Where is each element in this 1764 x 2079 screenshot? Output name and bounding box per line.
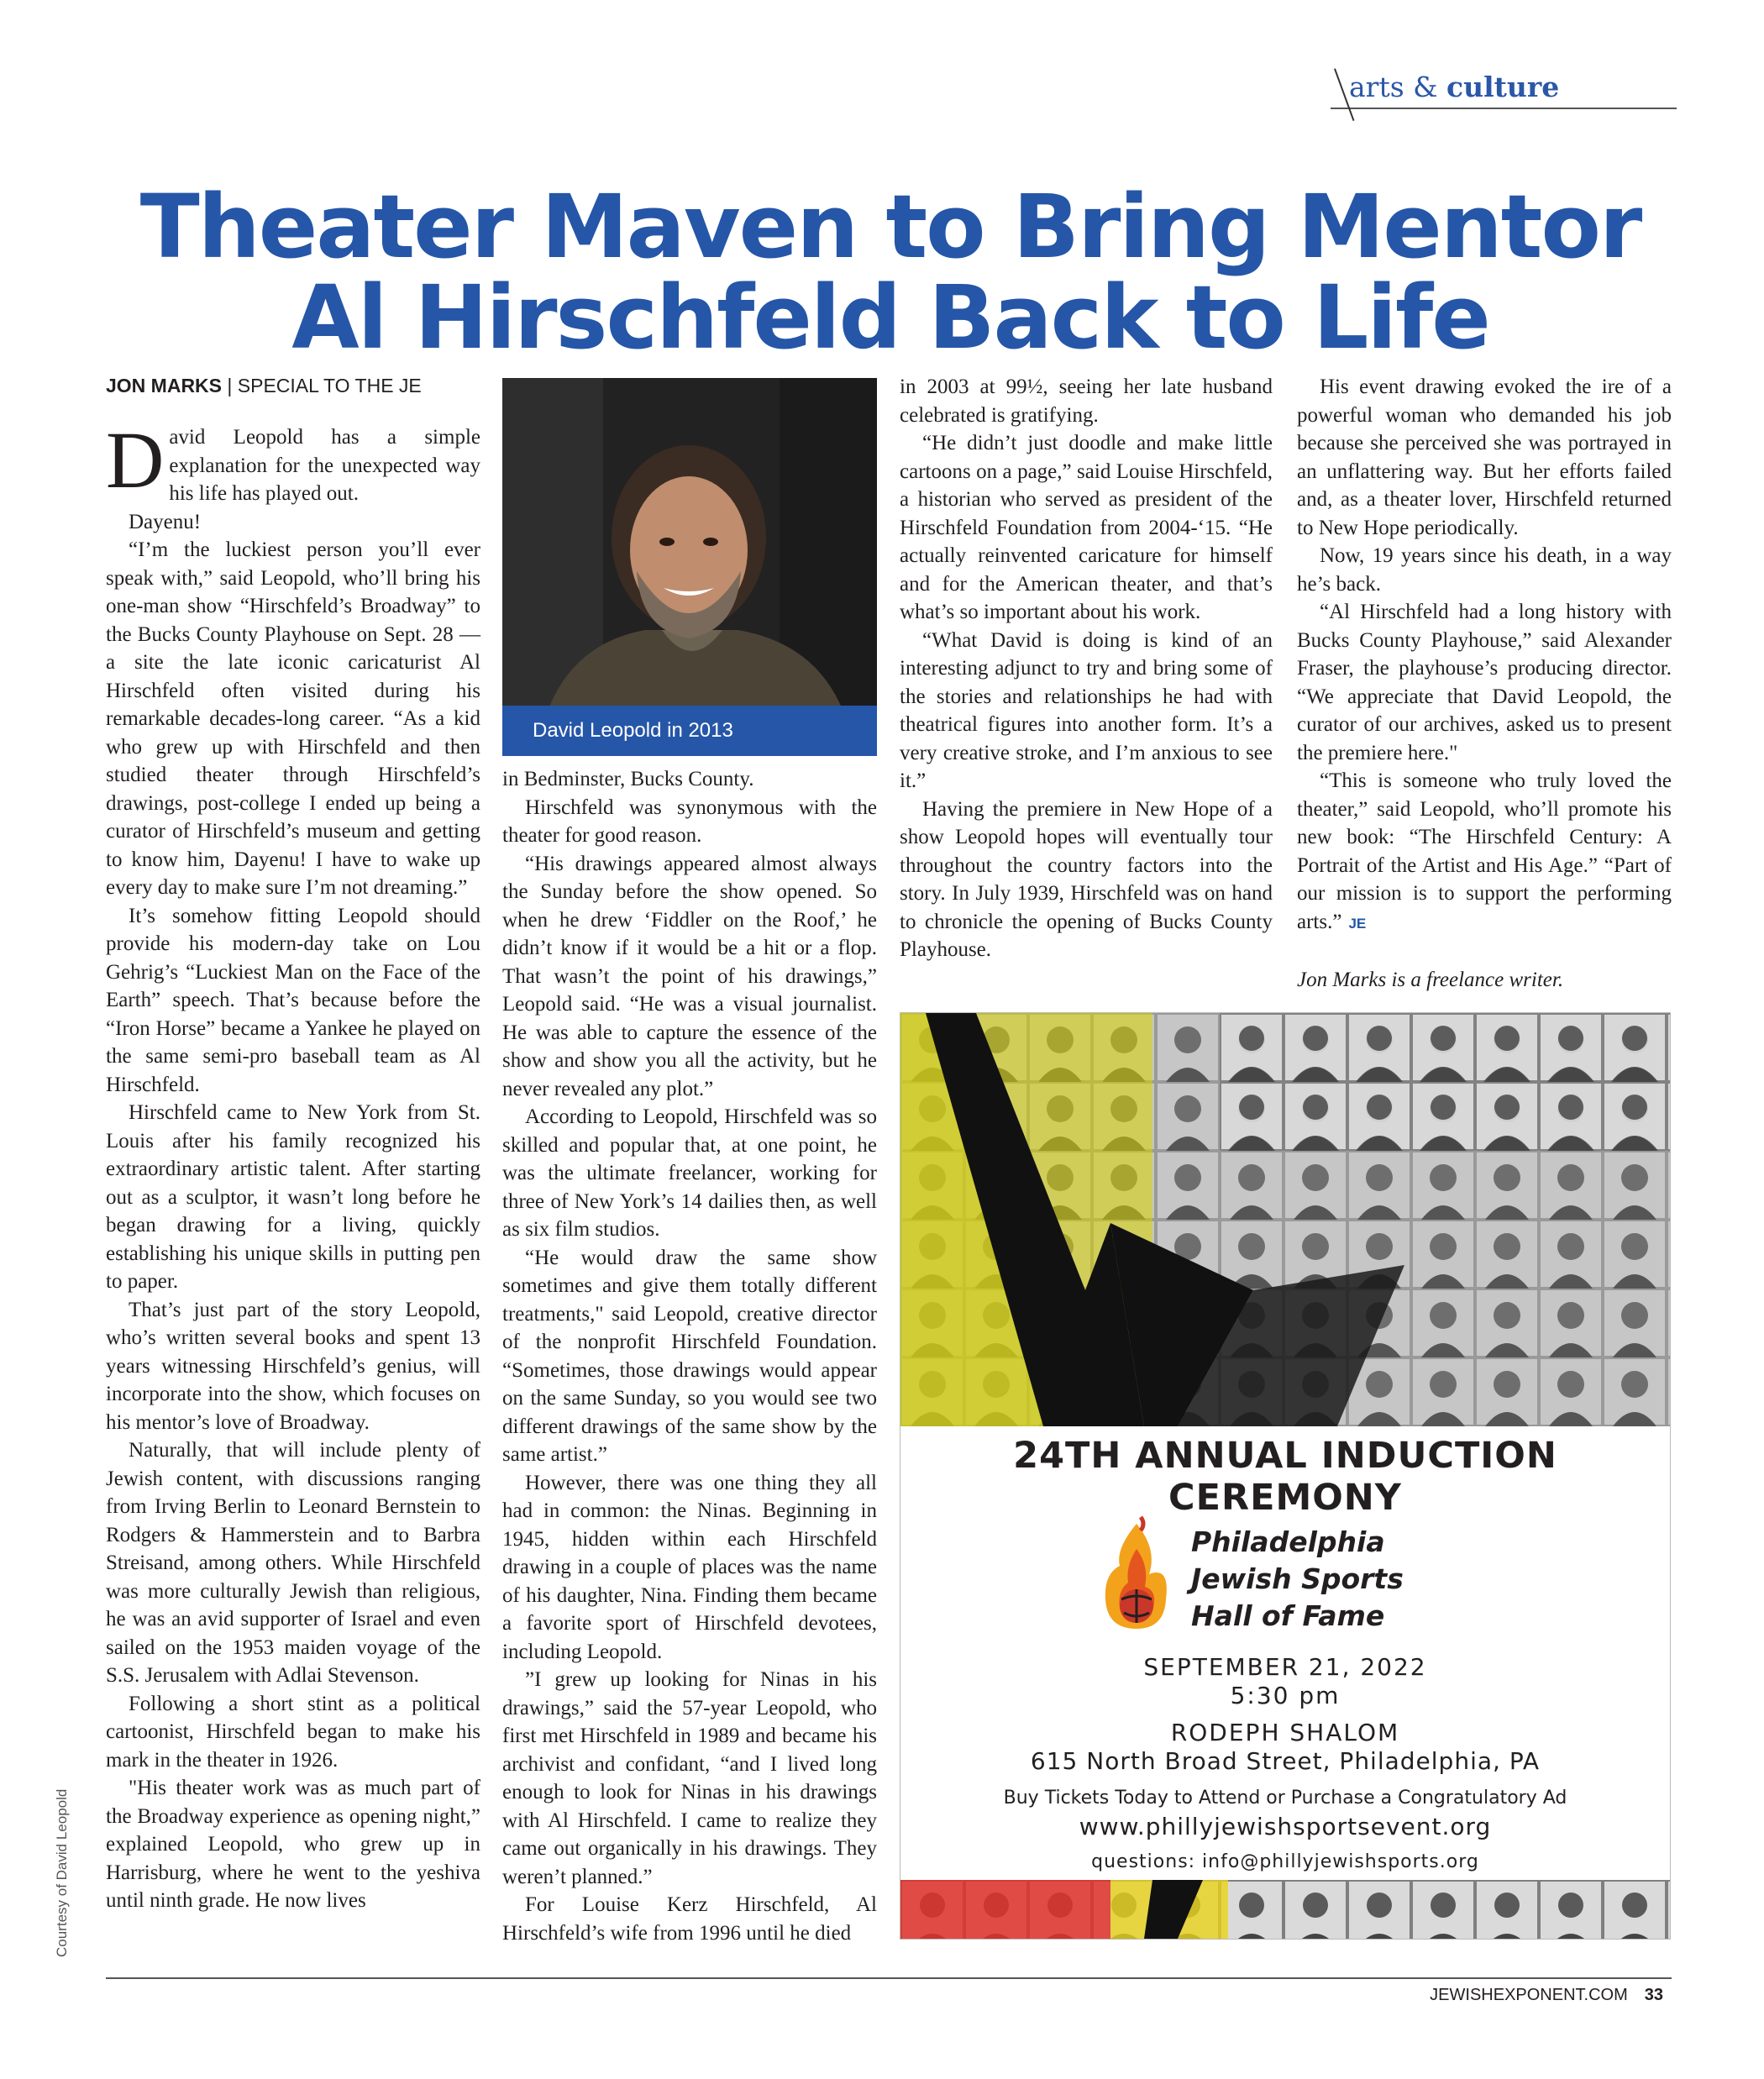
article-paragraph: Naturally, that will include plenty of Jewish content, with discussions ranging from Irving Berlin to Leonard Bernstein to Rodgers & Hammerstein and to Barbra Streisand, among others. While Hirschfeld was more culturally Jewish than religious, he was an avid supporter of Israel and even sailed on the 1953 maiden voyage of the S.S. Jerusalem with Adlai Stevenson. bbox=[106, 1439, 480, 1687]
article-paragraph: Having the premiere in New Hope of a show Leopold hopes will eventually tour throughout the country factors into the story. In July 1939, Hirschfeld was on hand to chronicle the opening of Bucks County Playhouse. bbox=[900, 797, 1273, 961]
page-footer bbox=[1430, 1986, 1663, 2005]
article-paragraph: “I’m the luckiest person you’ll ever speak with,” said Leopold, who’ll bring his one-man show “Hirschfeld’s Broadway” to the Bucks County Playhouse on Sept. 28 — a site the late iconic caricaturist Al Hirschfeld often visited during his remarkable decades-long career. “As a kid who grew up with Hirschfeld and then studied theater through Hirschfeld’s drawings, post-college I ended up being a curator of Hirschfeld’s museum and getting to know him, Dayenu! I have to wake up every day to make sure I’m not dreaming.” bbox=[106, 538, 480, 899]
photo-credit: Courtesy of David Leopold bbox=[54, 1788, 70, 1957]
article-column-4 bbox=[1297, 373, 1672, 995]
headline-line-2: Al Hirschfeld Back to Life bbox=[291, 266, 1489, 369]
ad-org-line: Jewish Sports bbox=[1191, 1562, 1404, 1595]
ad-contact-email[interactable]: questions: info@phillyjewishsports.org bbox=[1091, 1851, 1479, 1872]
ad-buy-tickets: Buy Tickets Today to Attend or Purchase a Congratulatory Ad bbox=[1003, 1788, 1567, 1809]
ad-website-link[interactable]: www.phillyjewishsportsevent.org bbox=[1079, 1813, 1492, 1840]
article-paragraph: “What David is doing is kind of an interesting adjunct to try and bring some of the stories and relationships he had with theatrical figures into another form. It’s a very creative stroke, and I’m anxious to see it.” bbox=[900, 628, 1273, 792]
article-paragraph: in 2003 at 99½, seeing her late husband celebrated is gratifying. bbox=[900, 375, 1273, 427]
end-mark: JE bbox=[1348, 915, 1367, 932]
portrait-illustration bbox=[502, 378, 877, 756]
advertisement[interactable] bbox=[900, 1012, 1671, 1940]
footer-site: JEWISHEXPONENT.COM bbox=[1430, 1986, 1628, 2004]
article-column-3 bbox=[900, 373, 1273, 964]
article-paragraph: Hirschfeld came to New York from St. Louis after his family recognized his extraordinary artistic talent. After starting out as a sculptor, it wasn’t long before he began drawing for a living, quickly establishing his unique skills in putting pen to paper. bbox=[106, 1101, 480, 1293]
article-paragraph: ”I grew up looking for Ninas in his drawings,” said the 57-year Leopold, who first met Hirschfeld in 1989 and became his archivist and confidant, “and I lived long enough to look for Ninas in his drawings with Al Hirschfeld. I came to realize they came out organically in his drawings. They weren’t planned.” bbox=[502, 1668, 877, 1888]
ad-date: SEPTEMBER 21, 2022 bbox=[1143, 1653, 1427, 1681]
article-column-2 bbox=[502, 765, 877, 1947]
article-paragraph: However, there was one thing they all had in common: the Ninas. Beginning in 1945, hidden within each Hirschfeld drawing in a couple of places was the name of his daughter, Nina. Finding them became a favorite sport of Hirschfeld devotees, including Leopold. bbox=[502, 1471, 877, 1663]
article-paragraph: According to Leopold, Hirschfeld was so skilled and popular that, at one point, he was the ultimate freelancer, working for three of New York’s 14 dailies then, as well as six film studios. bbox=[502, 1105, 877, 1241]
article-paragraph: David Leopold has a simple explanation for the unexpected way his life has played out. bbox=[106, 415, 480, 505]
article-column-1 bbox=[106, 415, 480, 1915]
ad-bottom-strip bbox=[900, 1880, 1670, 1939]
ad-org-line: Philadelphia bbox=[1191, 1525, 1385, 1558]
ad-photo-collage bbox=[900, 1013, 1670, 1426]
ad-address: 615 North Broad Street, Philadelphia, PA bbox=[1030, 1747, 1541, 1775]
article-paragraph: For Louise Kerz Hirschfeld, Al Hirschfeld’s wife from 1996 until he died bbox=[502, 1893, 877, 1945]
article-paragraph: “His drawings appeared almost always the Sunday before the show opened. So when he drew ‘Fiddler on the Roof,’ he didn’t know if it would be a hit or a flop. That wasn’t the point of his drawings,” Leopold said. “He was a visual journalist. He was able to capture the essence of the show and show you all the activity, but he never revealed any plot.” bbox=[502, 852, 877, 1100]
section-label: arts & culture bbox=[1349, 71, 1560, 103]
ad-time: 5:30 pm bbox=[1230, 1682, 1341, 1709]
headline-line-1: Theater Maven to Bring Mentor bbox=[139, 176, 1641, 278]
article-paragraph: "His theater work was as much part of the Broadway experience as opening night,” explained Leopold, who grew up in Harrisburg, where he went to the yeshiva until ninth grade. He now lives bbox=[106, 1777, 480, 1912]
ad-venue: RODEPH SHALOM bbox=[1170, 1719, 1400, 1746]
photo-david-leopold bbox=[502, 378, 877, 756]
ad-organization bbox=[1191, 1524, 1404, 1635]
article-paragraph: “This is someone who truly loved the theater,” said Leopold, who’ll promote his new book: “The Hirschfeld Century: A Portrait of the Artist and His Age.” “Part of our mission is to support the performing arts.” JE bbox=[1297, 769, 1672, 933]
article-paragraph: in Bedminster, Bucks County. bbox=[502, 768, 754, 790]
article-paragraph: That’s just part of the story Leopold, who’s written several books and spent 13 years witnessing Hirschfeld’s genius, will incorporate into the show, which focuses on his mentor’s love of Broadway. bbox=[106, 1298, 480, 1434]
footer-divider bbox=[106, 1977, 1672, 1979]
ad-title: 24TH ANNUAL INDUCTION CEREMONY bbox=[1013, 1435, 1557, 1519]
article-paragraph: Following a short stint as a political cartoonist, Hirschfeld began to make his mark in the theater in 1926. bbox=[106, 1692, 480, 1772]
ad-org-line: Hall of Fame bbox=[1191, 1599, 1385, 1632]
page-number: 33 bbox=[1644, 1986, 1663, 2004]
article-paragraph: “He would draw the same show sometimes and give them totally different treatments," said Leopold, creative director of the nonprofit Hirschfeld Foundation. “Sometimes, those drawings would appear on the same Sunday, so you would see two different drawings of the same show by the same artist.” bbox=[502, 1246, 877, 1466]
author-tagline: Jon Marks is a freelance writer. bbox=[1297, 969, 1564, 991]
photo-caption: David Leopold in 2013 bbox=[502, 706, 877, 756]
article-paragraph: “He didn’t just doodle and make little cartoons on a page,” said Louise Hirschfeld, a historian who served as president of the Hirschfeld Foundation from 2004-‘15. “He actually reinvented caricature for himself and for the American theater, and that’s what’s so important about his work. bbox=[900, 432, 1273, 623]
flame-logo-icon bbox=[1099, 1515, 1174, 1633]
article-paragraph: “Al Hirschfeld had a long history with Bucks County Playhouse,” said Alexander Fraser, the playhouse’s producing director. “We appreciate that David Leopold, the curator of our archives, asked us to present the premiere here." bbox=[1297, 601, 1672, 764]
article-paragraph: Now, 19 years since his death, in a way he’s back. bbox=[1297, 544, 1672, 596]
byline: JON MARKS | SPECIAL TO THE JE bbox=[106, 375, 422, 396]
article-paragraph: Dayenu! bbox=[129, 510, 202, 533]
article-paragraph: It’s somehow fitting Leopold should provide his modern-day take on Lou Gehrig’s “Luckiest Man on the Face of the Earth” speech. That’s because before the “Iron Horse” became a Yankee he played on the same semi-pro baseball team as Al Hirschfeld. bbox=[106, 904, 480, 1096]
drop-cap: D bbox=[106, 415, 165, 505]
article-paragraph: Hirschfeld was synonymous with the theater for good reason. bbox=[502, 795, 877, 847]
section-tag bbox=[1331, 69, 1677, 109]
article-paragraph: His event drawing evoked the ire of a powerful woman who demanded his job because she perceived she was portrayed in an unflattering way. But her efforts failed and, as a theater lover, Hirschfeld returned to New Hope periodically. bbox=[1297, 375, 1672, 539]
